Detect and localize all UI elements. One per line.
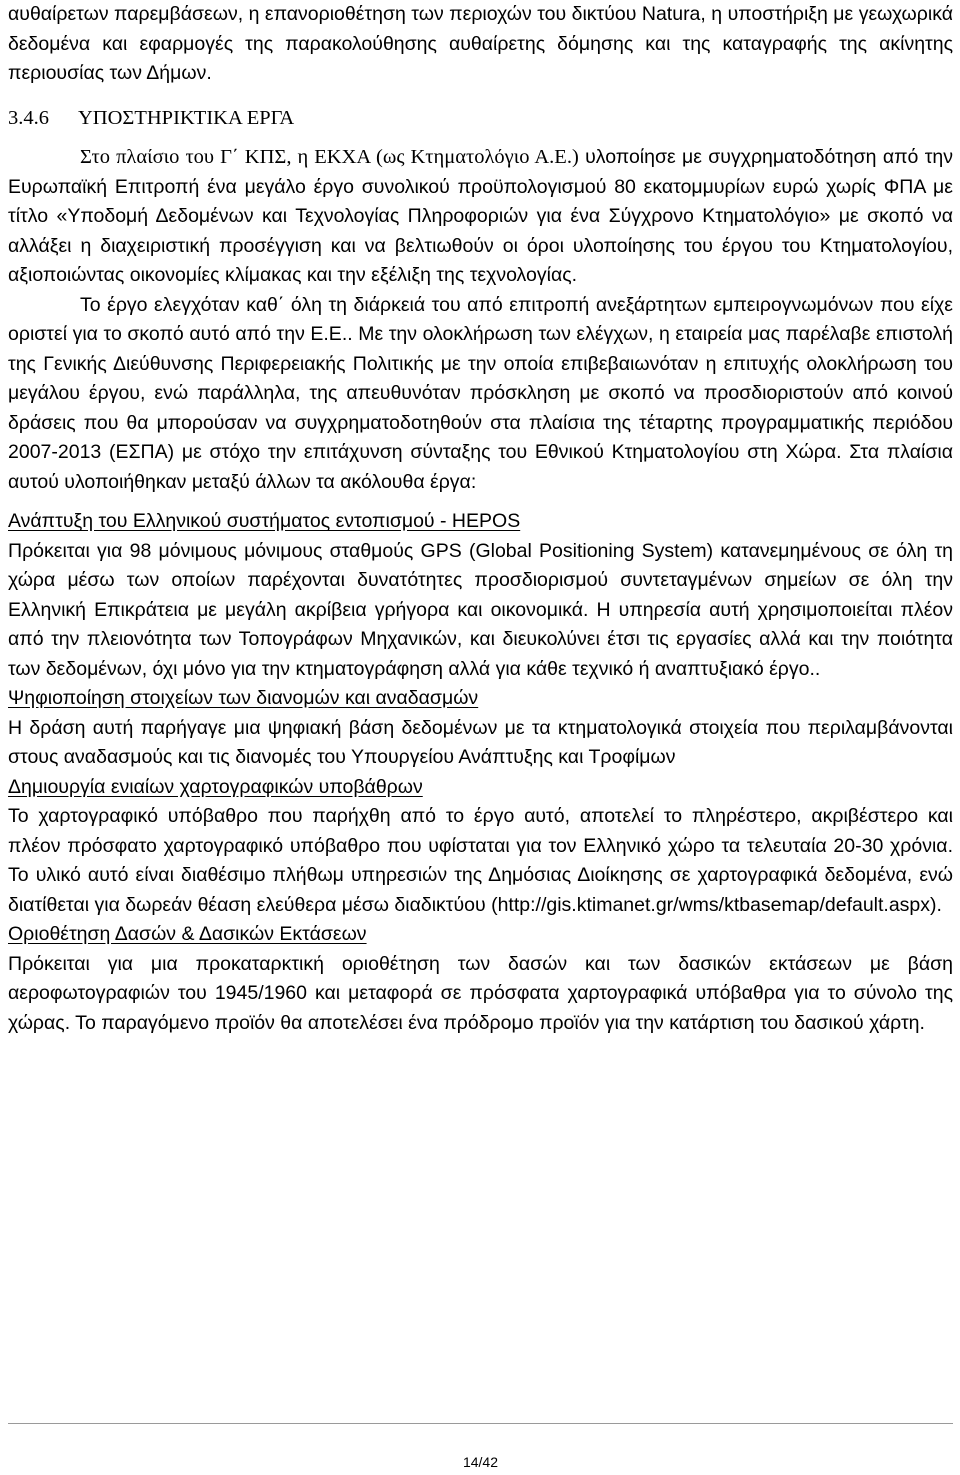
section-number: 3.4.6 — [8, 106, 49, 129]
subsection-body-forests: Πρόκειται για μια προκαταρκτική οριοθέτηση των δασών και των δασικών εκτάσεων με βάση αεροφωτογραφιών του 1945/1960 και μεταφορά σε πρόσφατα χαρτογραφικά υπόβαθρα για το σύνολο της χώρας. Το παραγόμενο προϊόν θα αποτελέσει ένα πρόδρομο προϊόν για την κατάρτιση του δασικού χάρτη. — [8, 952, 953, 1034]
subsection-heading-digitization: Ψηφιοποίηση στοιχείων των διανομών και αναδασμών — [8, 687, 479, 709]
section-paragraph-2: Το έργο ελεγχόταν καθ΄ όλη τη διάρκειά του από επιτροπή ανεξάρτητων εμπειρογνωμόνων που είχε οριστεί για το σκοπό αυτό από την Ε.Ε.. Με την ολοκλήρωση των ελέγχων, η εταιρεία μας παρέλαβε επιστολή της Γενικής Διεύθυνσης Περιφερειακής Πολιτικής με την οποία επιβεβαιωνόταν η επιτυχής ολοκλήρωση του μεγάλου έργου, ενώ παράλληλα, της απευθυνόταν πρόσκληση με σκοπό να προσδιοριστούν από κοινού δράσεις που θα μπορούσαν να συγχρηματοδοτηθούν στα πλαίσια της τέταρτης προγραμματικής περιόδου 2007-2013 (ΕΣΠΑ) με στόχο την επιτάχυνση σύνταξης του Εθνικού Κτηματολογίου στη Χώρα. Στα πλαίσια αυτού υλοποιήθηκαν μεταξύ άλλων τα ακόλουθα έργα: — [8, 293, 953, 493]
section-heading — [8, 104, 953, 134]
subsection-body-basemaps: Το χαρτογραφικό υπόβαθρο που παρήχθη από το έργο αυτό, αποτελεί το πληρέστερο, ακριβέστερο και πλέον πρόσφατο χαρτογραφικό υπόβαθρο που υφίσταται για τον Ελληνικό χώρο τα τελευταία 20-30 χρόνια. Το υλικό αυτό είναι διαθέσιμο πλήθωμ υπηρεσιών της Δημόσιας Διοίκησης σε χαρτογραφικά δεδομένα, ενώ διατίθεται για δωρεάν θέαση ελεύθερα μέσω διαδικτύου (http://gis.ktimanet.gr/wms/ktbasemap/default.aspx). — [8, 805, 953, 916]
page-number: 14/42 — [462, 1454, 499, 1470]
subsection-heading-basemaps: Δημιουργία ενιαίων χαρτογραφικών υποβάθρων — [8, 775, 423, 798]
subsection-body-hepos: Πρόκειται για 98 μόνιμους μόνιμους σταθμούς GPS (Global Positioning System) κατανεμημένους σε όλη τη χώρα μέσω των οποίων παρέχονται δυνατότητες προσδιορισμού συντεταγμένων σημείων σε όλη την Ελληνική Επικράτεια με μεγάλη ακρίβεια γρήγορα και οικονομικά. Η υπηρεσία αυτή χρησιμοποιείται πλέον από την πλειονότητα των Τοπογράφων Μηχανικών, και διευκολύνει έτσι τις εργασίες αλλά και την ποιότητα των δεδομένων, όχι μόνο για την κτηματογράφηση αλλά για κάθε τεχνικό ή αναπτυξιακό έργο.. — [8, 539, 953, 680]
subsection-body-digitization: Η δράση αυτή παρήγαγε μια ψηφιακή βάση δεδομένων με τα κτηματολογικά στοιχεία που περιλαμβάνονται στους αναδασμούς και τις διανομές του Υπουργείου Ανάπτυξης και Τροφίμων — [8, 716, 953, 768]
section-paragraph-1 — [8, 143, 953, 291]
intro-paragraph: αυθαίρετων παρεμβάσεων, η επανοριοθέτηση των περιοχών του δικτύου Natura, η υποστήριξη με γεωχωρικά δεδομένα και εφαρμογές της παρακολούθησης αυθαίρετης δόμησης και της καταγραφής της ακίνητης περιουσίας των Δήμων. — [8, 3, 953, 84]
subsection-heading-hepos: Ανάπτυξη του Ελληνικού συστήματος εντοπισμού - HEPOS — [8, 510, 521, 532]
footer-divider — [8, 1423, 953, 1424]
subsection-heading-forests: Οριοθέτηση Δασών & Δασικών Εκτάσεων — [8, 923, 367, 945]
section-paragraph-1-rest: υλοποίησε με συγχρηματοδότηση από την Ευρωπαϊκή Επιτροπή ένα μεγάλο έργο συνολικού προϋπολογισμού 80 εκατομμυρίων ευρώ χωρίς ΦΠΑ με τίτλο «Υποδομή Δεδομένων και Τεχνολογίας Πληροφοριών για ένα Σύγχρονο Κτηματολόγιο» με σκοπό να αλλάξει η διαχειριστική προσέγγιση και να βελτιωθούν οι όροι υλοποίησης του έργου του Κτηματολογίου, αξιοποιώντας οικονομίες κλίμακας και την εξέλιξη της τεχνολογίας. — [8, 146, 953, 286]
section-title: ΥΠΟΣΤΗΡΙΚΤΙΚΑ ΕΡΓΑ — [78, 106, 295, 129]
document-page — [8, 0, 953, 1038]
section-paragraph-1-lead: Στο πλαίσιο του Γ΄ ΚΠΣ, η ΕΚΧΑ (ως Κτηματολόγιο Α.Ε.) — [80, 146, 579, 168]
page-footer — [8, 1423, 953, 1470]
